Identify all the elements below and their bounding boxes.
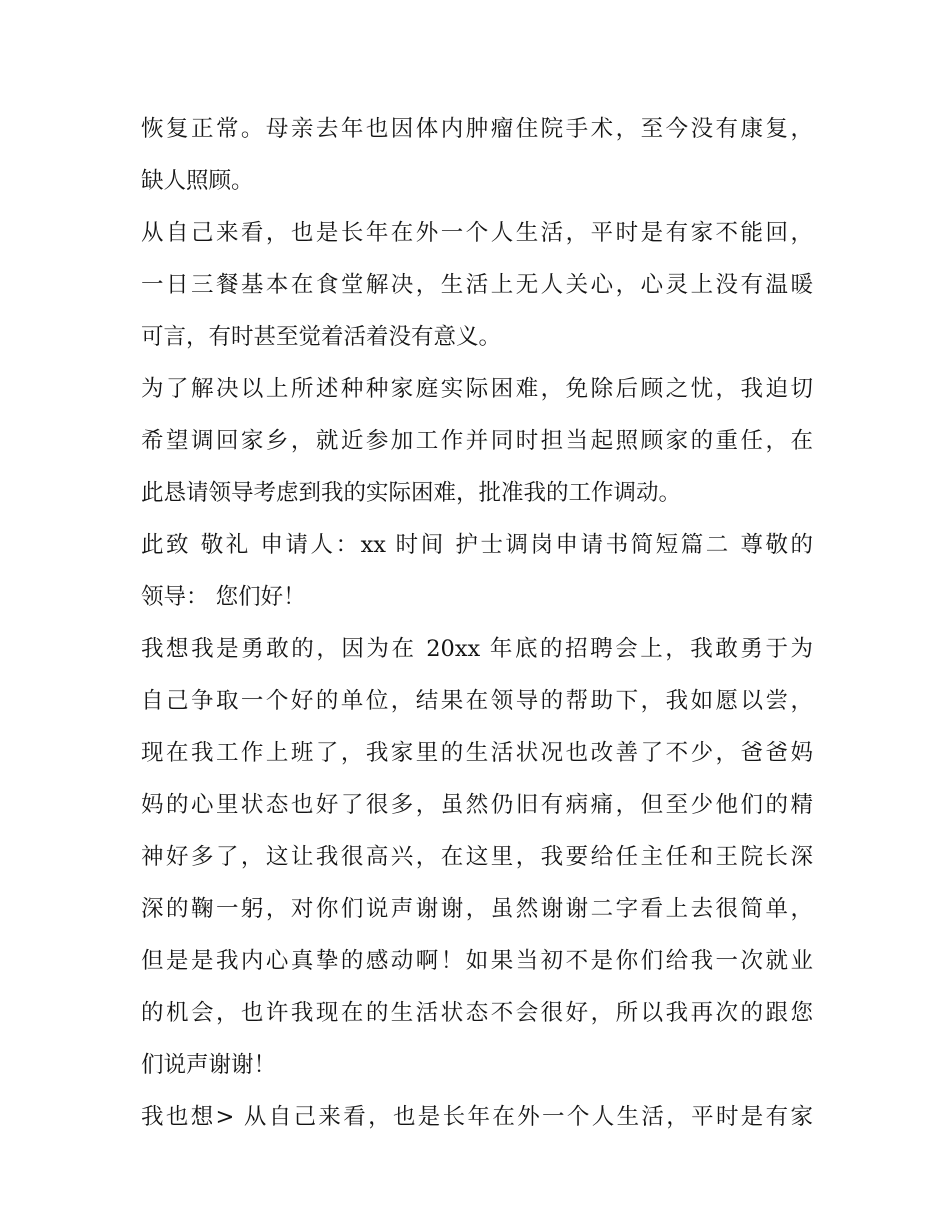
text-line: 一日三餐基本在食堂解决，生活上无人关心，心灵上没有温暖: [141, 272, 813, 298]
text-line: 但是是我内心真挚的感动啊！如果当初不是你们给我一次就业: [141, 948, 813, 974]
text-line: 现在我工作上班了，我家里的生活状况也改善了不少，爸爸妈: [141, 740, 813, 766]
text-line: 此致 敬礼 申请人：xx 时间 护士调岗申请书简短篇二 尊敬的: [141, 532, 813, 558]
text-line: 此恳请领导考虑到我的实际困难，批准我的工作调动。: [141, 480, 682, 506]
text-line: 缺人照顾。: [141, 168, 254, 194]
text-line: 恢复正常。母亲去年也因体内肿瘤住院手术，至今没有康复，: [141, 116, 813, 142]
text-line: 从自己来看，也是长年在外一个人生活，平时是有家不能回，: [141, 220, 813, 246]
text-line: 深的鞠一躬，对你们说声谢谢，虽然谢谢二字看上去很简单，: [141, 896, 813, 922]
text-line: 为了解决以上所述种种家庭实际困难，免除后顾之忧，我迫切: [141, 376, 813, 402]
text-line: 领导： 您们好！: [141, 584, 306, 610]
text-line: 我想我是勇敢的，因为在 20xx 年底的招聘会上，我敢勇于为: [141, 636, 813, 662]
text-line: 的机会，也许我现在的生活状态不会很好，所以我再次的跟您: [141, 1000, 813, 1026]
text-line: 自己争取一个好的单位，结果在领导的帮助下，我如愿以尝，: [141, 688, 813, 714]
text-line: 们说声谢谢！: [141, 1052, 277, 1078]
text-line: 希望调回家乡，就近参加工作并同时担当起照顾家的重任，在: [141, 428, 813, 454]
text-line: 可言，有时甚至觉着活着没有意义。: [141, 324, 502, 350]
text-line: 妈的心里状态也好了很多，虽然仍旧有病痛，但至少他们的精: [141, 792, 813, 818]
document-body: [141, 108, 813, 1148]
text-line: 神好多了，这让我很高兴，在这里，我要给任主任和王院长深: [141, 844, 813, 870]
text-line: 我也想> 从自己来看，也是长年在外一个人生活，平时是有家: [141, 1104, 813, 1130]
